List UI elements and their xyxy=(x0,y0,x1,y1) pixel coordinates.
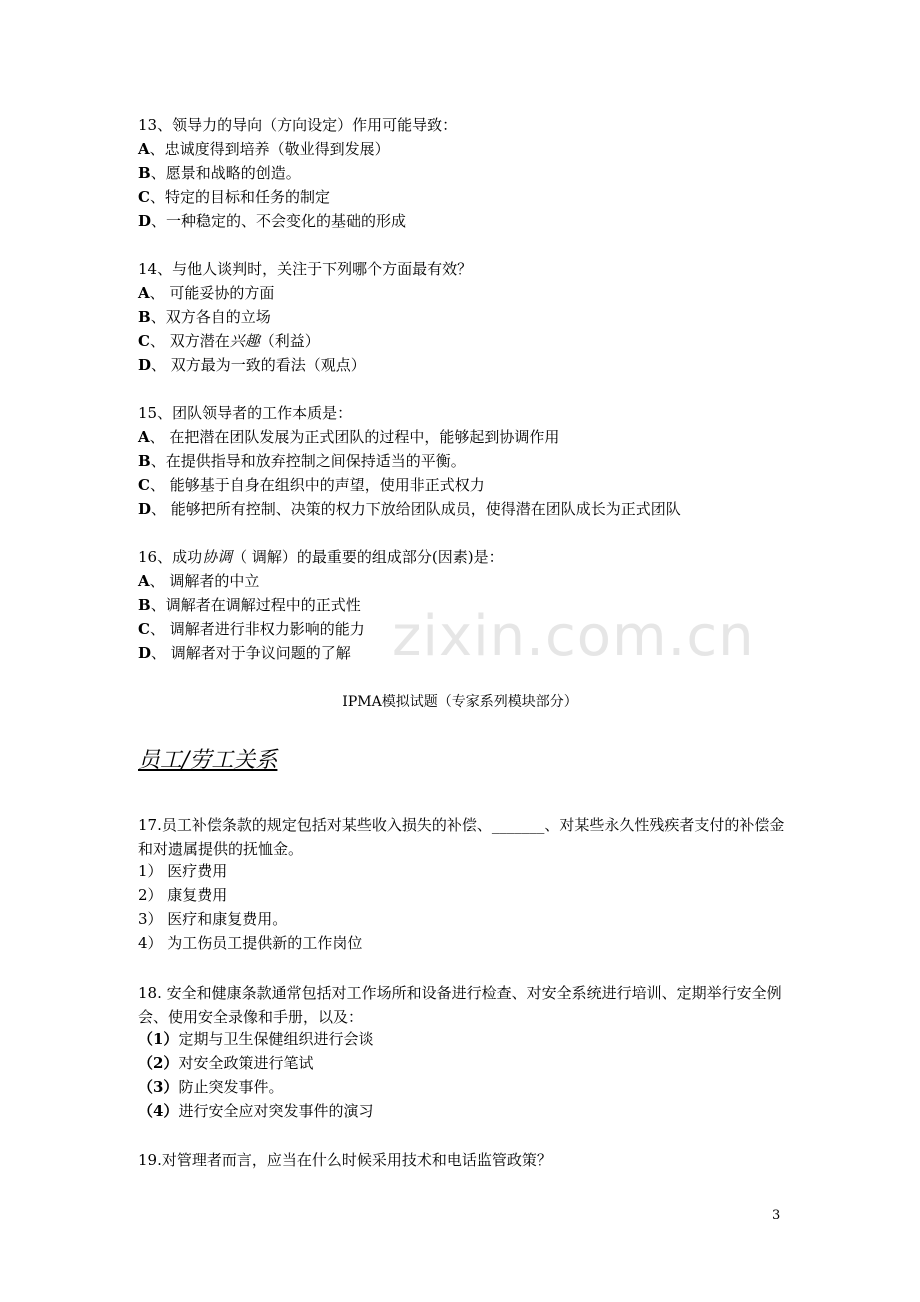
question-16-option-a xyxy=(138,571,259,591)
option-text: 、 双方最为一致的看法（观点） xyxy=(151,356,366,374)
question-18-option-3 xyxy=(138,1077,283,1097)
question-14-option-c xyxy=(138,331,320,351)
question-15-stem: 15、团队领导者的工作本质是： xyxy=(138,404,353,422)
option-mark: B xyxy=(138,164,151,182)
option-mark: （4） xyxy=(138,1102,179,1120)
question-14-option-a xyxy=(138,283,274,303)
question-19-stem: 19.对管理者而言，应当在什么时候采用技术和电话监管政策？ xyxy=(138,1151,552,1169)
option-text: 、 在把潜在团队发展为正式团队的过程中，能够起到协调作用 xyxy=(149,428,560,446)
option-mark: A xyxy=(138,140,150,158)
option-mark: C xyxy=(138,332,150,350)
question-13-option-b xyxy=(138,163,301,183)
option-italic-text: 兴趣 xyxy=(229,332,260,350)
question-17-option-3: 3） 医疗和康复费用。 xyxy=(138,910,288,928)
question-13-stem: 13、领导力的导向（方向设定）作用可能导致： xyxy=(138,116,458,134)
question-16-option-b xyxy=(138,595,361,615)
stem-italic-text: 协调 xyxy=(202,548,233,566)
option-mark: D xyxy=(138,356,152,374)
option-mark: A xyxy=(138,572,150,590)
option-mark: B xyxy=(138,308,151,326)
option-mark: （3） xyxy=(138,1078,179,1096)
question-18-option-1 xyxy=(138,1029,373,1049)
option-mark: C xyxy=(138,620,150,638)
option-text: 、在提供指导和放弃控制之间保持适当的平衡。 xyxy=(150,452,466,470)
option-text: 、 可能妥协的方面 xyxy=(149,284,275,302)
question-13-option-d xyxy=(138,211,406,231)
question-18-option-4 xyxy=(138,1101,373,1121)
option-mark: D xyxy=(138,644,152,662)
option-text: 、 调解者的中立 xyxy=(149,572,260,590)
question-14-stem: 14、与他人谈判时，关注于下列哪个方面最有效？ xyxy=(138,260,473,278)
option-text: 、 能够把所有控制、决策的权力下放给团队成员，使得潜在团队成长为正式团队 xyxy=(151,500,681,518)
option-text: 、调解者在调解过程中的正式性 xyxy=(150,596,361,614)
option-mark: D xyxy=(138,212,152,230)
option-text: （利益） xyxy=(259,332,320,350)
question-15-option-d xyxy=(138,499,681,519)
option-text: 、特定的目标和任务的制定 xyxy=(149,188,330,206)
option-text: 防止突发事件。 xyxy=(178,1078,284,1096)
option-mark: D xyxy=(138,500,152,518)
stem-text: 16、成功 xyxy=(138,548,203,566)
option-text: 、双方各自的立场 xyxy=(150,308,271,326)
option-text: 进行安全应对突发事件的演习 xyxy=(178,1102,374,1120)
exam-subtitle: IPMA模拟试题（专家系列模块部分） xyxy=(342,694,578,710)
question-13-option-c xyxy=(138,187,330,207)
question-17-option-1: 1） 医疗费用 xyxy=(138,862,228,880)
option-text: 定期与卫生保健组织进行会谈 xyxy=(178,1030,374,1048)
question-15-option-a xyxy=(138,427,559,447)
option-mark: C xyxy=(138,476,150,494)
question-14-option-d xyxy=(138,355,366,375)
question-15-option-c xyxy=(138,475,485,495)
option-text: 对安全政策进行笔试 xyxy=(178,1054,314,1072)
watermark: zixin.com.cn xyxy=(392,604,755,669)
stem-text: （ 调解）的最重要的组成部分(因素)是： xyxy=(232,548,504,566)
question-17-option-2: 2） 康复费用 xyxy=(138,886,228,904)
option-mark: B xyxy=(138,452,151,470)
option-mark: A xyxy=(138,428,150,446)
question-16-option-d xyxy=(138,643,351,663)
option-text: 、一种稳定的、不会变化的基础的形成 xyxy=(151,212,407,230)
question-13-option-a xyxy=(138,139,390,159)
option-mark: B xyxy=(138,596,151,614)
question-18-option-2 xyxy=(138,1053,313,1073)
question-17-stem: 17.员工补偿条款的规定包括对某些收入损失的补偿、_______、对某些永久性残疾者支付的补偿金和对遗属提供的抚恤金。 xyxy=(138,816,785,858)
option-text: 、 调解者进行非权力影响的能力 xyxy=(149,620,365,638)
option-mark: （2） xyxy=(138,1054,179,1072)
question-16-option-c xyxy=(138,619,365,639)
option-text: 、 能够基于自身在组织中的声望，使用非正式权力 xyxy=(149,476,485,494)
option-text: 、 调解者对于争议问题的了解 xyxy=(151,644,351,662)
question-17-option-4: 4） 为工伤员工提供新的工作岗位 xyxy=(138,934,363,952)
section-title: 员工/劳工关系 xyxy=(138,748,278,773)
option-text: 、 双方潜在 xyxy=(149,332,230,350)
question-18-stem: 18. 安全和健康条款通常包括对工作场所和设备进行检查、对安全系统进行培训、定期举行安全例会、使用安全录像和手册，以及： xyxy=(138,984,782,1026)
option-text: 、愿景和战略的创造。 xyxy=(150,164,301,182)
page-number: 3 xyxy=(772,1208,781,1223)
question-16-stem xyxy=(138,547,504,567)
option-text: 、忠诚度得到培养（敬业得到发展） xyxy=(149,140,390,158)
question-15-option-b xyxy=(138,451,466,471)
question-14-option-b xyxy=(138,307,271,327)
option-mark: A xyxy=(138,284,150,302)
option-mark: （1） xyxy=(138,1030,179,1048)
option-mark: C xyxy=(138,188,150,206)
